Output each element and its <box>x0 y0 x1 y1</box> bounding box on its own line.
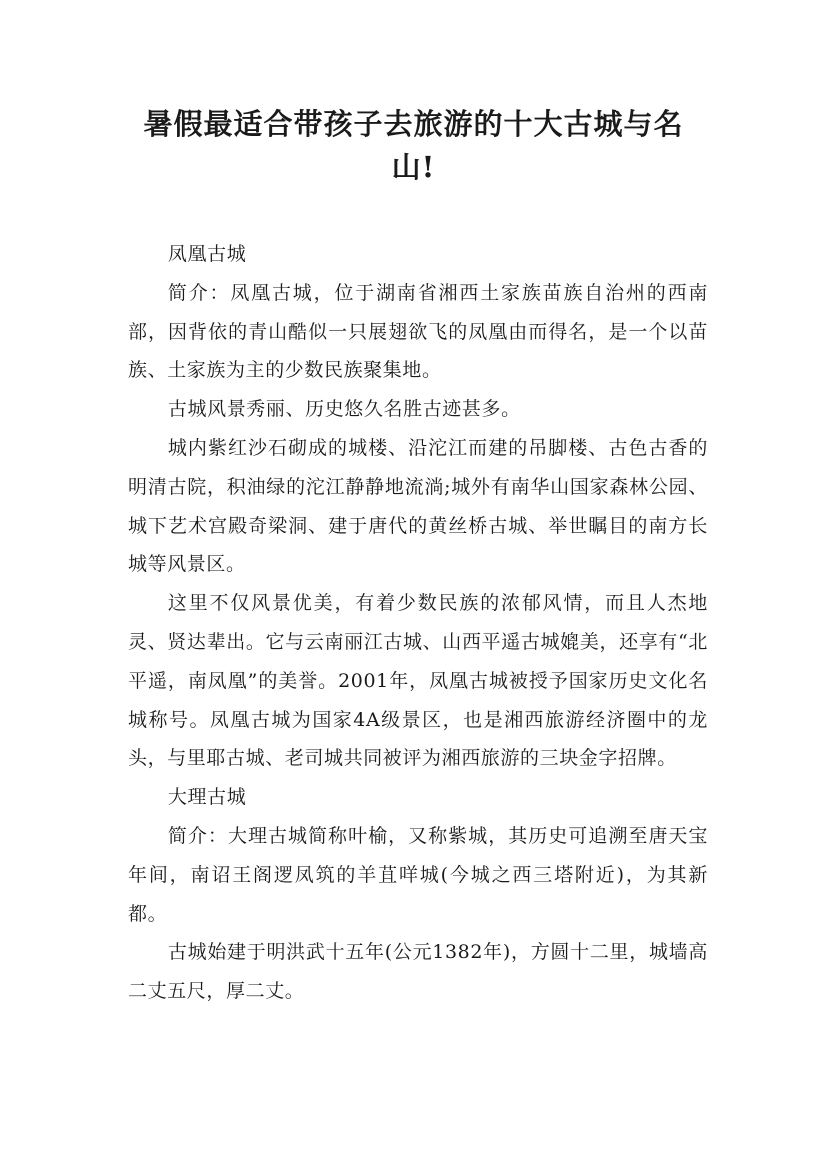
paragraph-fenghuang-intro: 简介：凤凰古城，位于湖南省湘西土家族苗族自治州的西南部，因背依的青山酷似一只展翅欲飞的凤凰由而得名，是一个以苗族、土家族为主的少数民族聚集地。 <box>128 281 708 382</box>
document-body <box>128 235 708 1011</box>
paragraph-fenghuang-culture: 这里不仅风景优美，有着少数民族的浓郁风情，而且人杰地灵、贤达辈出。它与云南丽江古城、山西平遥古城媲美，还享有“北平遥，南凤凰”的美誉。2001年，凤凰古城被授予国家历史文化名城称号。凤凰古城为国家4A级景区，也是湘西旅游经济圈中的龙头，与里耶古城、老司城共同被评为湘西旅游的三块金字招牌。 <box>128 592 708 770</box>
document-title: 暑假最适合带孩子去旅游的十大古城与名山! <box>143 107 684 184</box>
section-heading-dali: 大理古城 <box>167 786 247 809</box>
paragraph-dali-intro: 简介：大理古城简称叶榆，又称紫城，其历史可追溯至唐天宝年间，南诏王阁逻凤筑的羊苴咩城(今城之西三塔附近)，为其新都。 <box>128 824 708 925</box>
paragraph-dali-history: 古城始建于明洪武十五年(公元1382年)，方圆十二里，城墙高二丈五尺，厚二丈。 <box>128 941 708 1003</box>
paragraph-fenghuang-sights: 城内紫红沙石砌成的城楼、沿沱江而建的吊脚楼、古色古香的明清古院，积油绿的沱江静静地流淌;城外有南华山国家森林公园、城下艺术宫殿奇梁洞、建于唐代的黄丝桥古城、举世瞩目的南方长城等风景区。 <box>128 436 708 576</box>
paragraph-fenghuang-scenery: 古城风景秀丽、历史悠久名胜古迹甚多。 <box>167 398 521 421</box>
section-heading-fenghuang: 凤凰古城 <box>167 243 247 265</box>
